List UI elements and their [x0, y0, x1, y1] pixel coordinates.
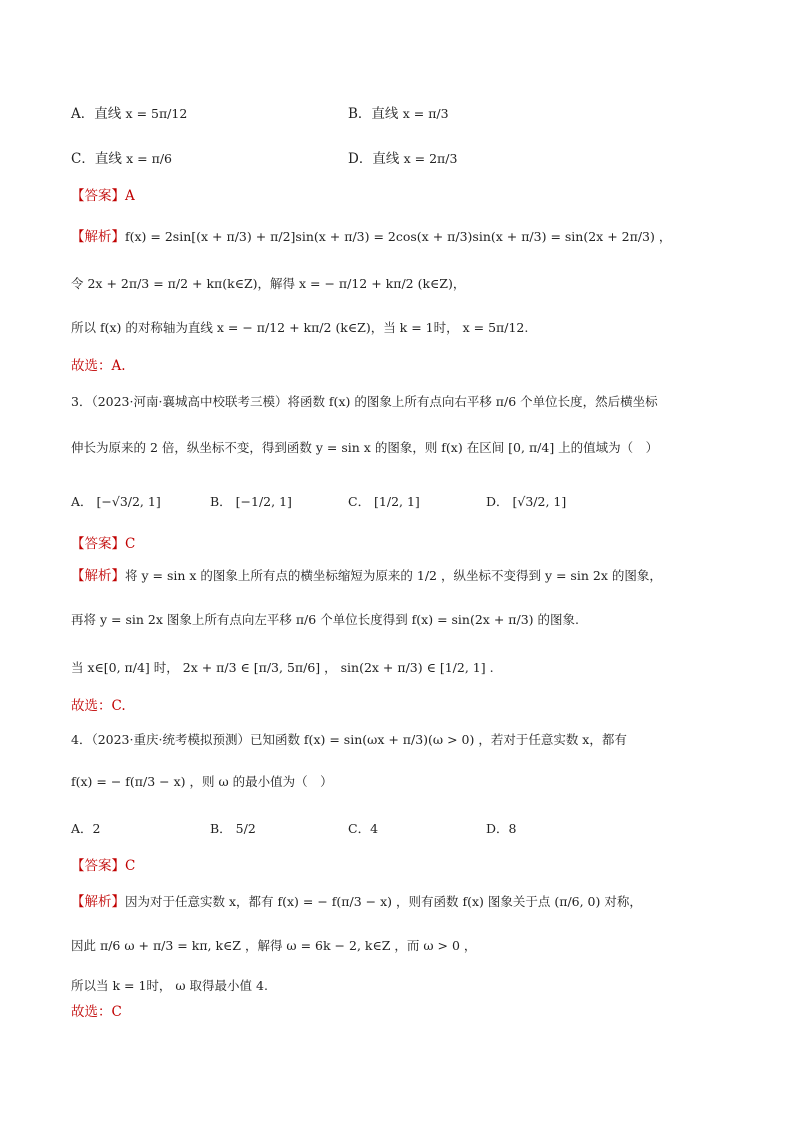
q3-answer: 【答案】C [71, 536, 136, 552]
q3-analysis-2: 再将 y = sin 2x 图象上所有点向左平移 π/6 个单位长度得到 f(x) = sin(2x + π/3) 的图象. [71, 612, 579, 627]
q2-answer: 【答案】A [71, 188, 135, 204]
q4-option-a: A．2 [71, 821, 101, 836]
q2-option-c: C．直线 x = π/6 [71, 151, 172, 167]
q2-analysis-1: 【解析】f(x) = 2sin[(x + π/3) + π/2]sin(x + π/3) = 2cos(x + π/3)sin(x + π/3) = sin(2x + 2π/3) ， [71, 229, 672, 245]
q3-stem-2: 伸长为原来的 2 倍，纵坐标不变，得到函数 y = sin x 的图象，则 f(x) 在区间 [0, π/4] 上的值域为（ ） [71, 440, 659, 455]
q2-choice: 故选：A. [71, 358, 126, 374]
q3-analysis-3: 当 x∈[0, π/4] 时， 2x + π/3 ∈ [π/3, 5π/6] ， sin(2x + π/3) ∈ [1/2, 1] . [71, 660, 494, 675]
q4-stem-1: 4．（2023·重庆·统考模拟预测）已知函数 f(x) = sin(ωx + π/3)(ω > 0) ，若对于任意实数 x，都有 [71, 732, 627, 747]
q3-option-c: C． [1/2, 1] [348, 494, 420, 509]
q3-option-b: B． [−1/2, 1] [210, 494, 292, 509]
q3-option-d: D． [√3/2, 1] [486, 494, 567, 509]
q4-stem-2: f(x) = − f(π/3 − x) ，则 ω 的最小值为（ ） [71, 774, 333, 789]
q2-option-b: B．直线 x = π/3 [348, 106, 449, 122]
q4-analysis-2: 因此 π/6 ω + π/3 = kπ, k∈Z ，解得 ω = 6k − 2, k∈Z ，而 ω > 0 ， [71, 938, 477, 953]
q4-analysis-3: 所以当 k = 1时， ω 取得最小值 4. [71, 978, 268, 993]
q3-stem-1: 3．（2023·河南·襄城高中校联考三模）将函数 f(x) 的图象上所有点向右平移 π/6 个单位长度，然后横坐标 [71, 394, 658, 409]
q4-option-b: B． 5/2 [210, 821, 256, 836]
q4-option-d: D．8 [486, 821, 517, 836]
q3-option-a: A． [−√3/2, 1] [71, 494, 161, 509]
q3-analysis-1: 【解析】将 y = sin x 的图象上所有点的横坐标缩短为原来的 1/2 ，纵坐标不变得到 y = sin 2x 的图象， [71, 568, 662, 584]
q2-option-a: A．直线 x = 5π/12 [71, 106, 188, 122]
q2-analysis-2: 令 2x + 2π/3 = π/2 + kπ(k∈Z)，解得 x = − π/12 + kπ/2 (k∈Z)， [71, 276, 466, 291]
q2-analysis-3: 所以 f(x) 的对称轴为直线 x = − π/12 + kπ/2 (k∈Z)，当 k = 1时， x = 5π/12. [71, 320, 529, 335]
q3-choice: 故选：C. [71, 698, 126, 714]
q4-analysis-1: 【解析】因为对于任意实数 x，都有 f(x) = − f(π/3 − x) ，则有函数 f(x) 图象关于点 (π/6, 0) 对称， [71, 894, 642, 910]
q4-choice: 故选：C [71, 1004, 122, 1020]
q2-option-d: D．直线 x = 2π/3 [348, 151, 458, 167]
q4-option-c: C．4 [348, 821, 379, 836]
q4-answer: 【答案】C [71, 858, 136, 874]
